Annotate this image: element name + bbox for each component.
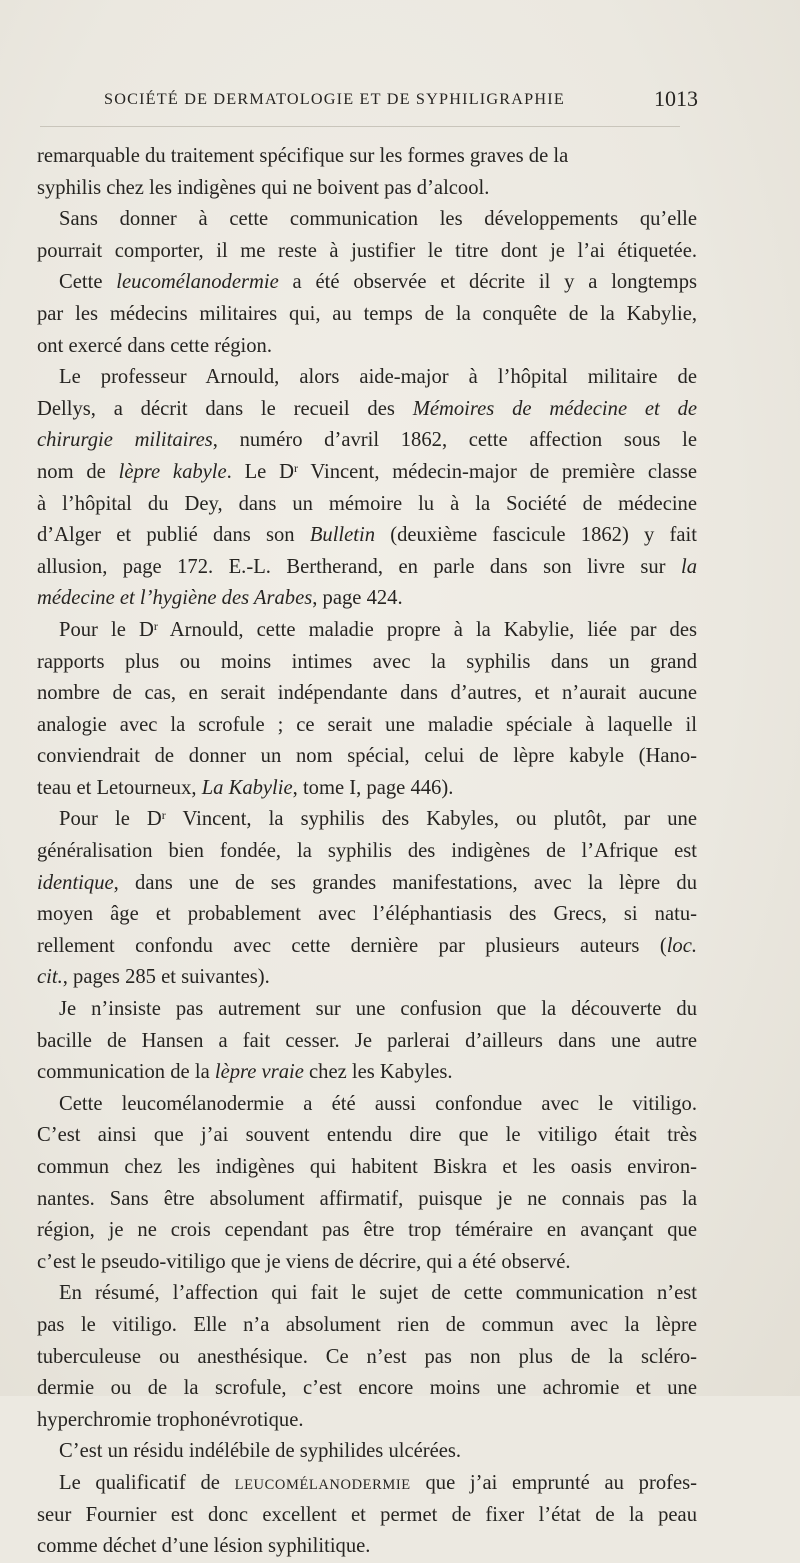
text-line	[37, 678, 697, 710]
text-segment: a été observée et décrite il y a longtemps	[278, 271, 698, 294]
text-segment: remarquable du traitement spécifique sur les formes graves de la	[37, 145, 569, 167]
text-line	[37, 994, 697, 1026]
text-segment: commun chez les indigènes qui habitent Biskra et les oasis environ-	[37, 1156, 697, 1178]
text-line	[37, 836, 697, 868]
text-segment: que j’ai emprunté au profes-	[410, 1471, 697, 1494]
text-line	[37, 552, 697, 584]
italic-text: leucomélanodermie	[116, 271, 279, 294]
text-segment: teau et Letourneux,	[37, 776, 202, 799]
text-segment: Cette	[59, 271, 117, 294]
italic-text: Bulletin	[309, 524, 376, 547]
text-segment: Arnould, cette maladie propre à la Kabylie, liée par des	[157, 618, 697, 641]
text-line	[37, 1057, 697, 1089]
text-segment: , numéro d’avril 1862, cette affection sous le	[212, 429, 697, 452]
text-line	[37, 1152, 697, 1184]
text-segment: comme déchet d’une lésion syphilitique.	[37, 1535, 371, 1558]
text-line	[37, 1247, 697, 1279]
italic-text: lèpre kabyle	[118, 460, 227, 483]
text-segment: C’est un résidu indélébile de syphilides ulcérées.	[59, 1440, 462, 1463]
superscript: r	[161, 808, 166, 823]
italic-text: La Kabylie	[201, 776, 293, 799]
text-line	[37, 457, 697, 489]
header-rule	[40, 126, 680, 127]
text-segment: Vincent, médecin-major de première classe	[297, 460, 697, 483]
text-segment: Le professeur Arnould, alors aide-major à l’hôpital militaire de	[59, 366, 697, 389]
text-line	[37, 1373, 697, 1405]
text-line	[37, 1531, 697, 1563]
text-segment: communication de la	[37, 1061, 215, 1084]
text-line	[37, 489, 697, 521]
superscript: r	[293, 460, 298, 475]
text-segment: Cette leucomélanodermie a été aussi confondue avec le vitiligo.	[59, 1092, 697, 1115]
italic-text: identique	[37, 871, 114, 894]
text-segment: Le qualificatif de	[59, 1471, 235, 1494]
text-line	[37, 931, 697, 963]
text-line	[37, 1310, 697, 1342]
italic-text: la	[680, 555, 697, 578]
small-caps-text: LEUCOMÉLANODERMIE	[234, 1476, 411, 1493]
text-line	[37, 710, 697, 742]
text-segment: chez les Kabyles.	[303, 1061, 453, 1084]
superscript: r	[153, 618, 158, 633]
text-segment: nantes. Sans être absolument affirmatif, puisque je ne connais pas la	[37, 1187, 697, 1210]
italic-text: loc.	[666, 934, 697, 957]
text-segment: Je n’insiste pas autrement sur une confusion que la découverte du	[59, 998, 697, 1021]
text-line	[37, 804, 697, 836]
text-segment: ont exercé dans cette région.	[37, 334, 272, 357]
italic-text: médecine et l’hygiène des Arabes	[37, 587, 313, 610]
text-line	[37, 1278, 697, 1310]
text-line	[37, 741, 697, 773]
text-line	[37, 331, 697, 363]
text-line	[37, 267, 697, 299]
body-text	[37, 141, 697, 1563]
text-line	[37, 1405, 697, 1437]
text-segment: , pages 285 et suivantes).	[62, 966, 270, 989]
text-line	[37, 236, 697, 268]
text-segment: généralisation bien fondée, la syphilis des indigènes de l’Afrique est	[37, 840, 697, 863]
text-segment: à l’hôpital du Dey, dans un mémoire lu à la Société de médecine	[37, 492, 697, 515]
text-line	[37, 141, 697, 173]
text-segment: Pour le D	[59, 618, 154, 641]
text-line	[37, 1184, 697, 1216]
text-line	[37, 1026, 697, 1058]
text-segment: d’Alger et publié dans son	[37, 524, 310, 547]
text-segment: , page 424.	[312, 587, 403, 610]
text-segment: nombre de cas, en serait indépendante dans d’autres, et n’aurait aucune	[37, 682, 697, 705]
italic-text: lèpre vraie	[214, 1061, 304, 1084]
text-segment: C’est ainsi que j’ai souvent entendu dire que le vitiligo était très	[37, 1124, 697, 1147]
text-segment: rapports plus ou moins intimes avec la syphilis dans un grand	[37, 650, 697, 673]
italic-text: cit.	[37, 966, 63, 989]
text-segment: conviendrait de donner un nom spécial, celui de lèpre kabyle (Hano-	[37, 745, 697, 768]
text-line	[37, 615, 697, 647]
text-segment: syphilis chez les indigènes qui ne boivent pas d’alcool.	[37, 176, 490, 199]
text-segment: analogie avec la scrofule ; ce serait une maladie spéciale à laquelle il	[37, 713, 697, 736]
text-line	[37, 1120, 697, 1152]
text-line	[37, 583, 697, 615]
text-line	[37, 425, 697, 457]
text-line	[37, 1342, 697, 1374]
text-segment: moyen âge et probablement avec l’éléphantiasis des Grecs, si natu-	[37, 903, 697, 926]
text-line	[37, 520, 697, 552]
text-segment: En résumé, l’affection qui fait le sujet de cette communication n’est	[59, 1282, 697, 1305]
text-segment: pourrait comporter, il me reste à justifier le titre dont je l’ai étiquetée.	[37, 239, 697, 262]
page-number: 1013	[654, 86, 698, 111]
text-segment: , dans une de ses grandes manifestations, avec la lèpre du	[113, 871, 697, 894]
text-line	[37, 868, 697, 900]
text-line	[37, 1215, 697, 1247]
text-segment: bacille de Hansen a fait cesser. Je parlerai d’ailleurs dans une autre	[37, 1029, 697, 1052]
text-line	[37, 1500, 697, 1532]
text-segment: . Le D	[226, 460, 294, 483]
text-segment: pas le vitiligo. Elle n’a absolument rien de commun avec la lèpre	[37, 1313, 697, 1336]
text-segment: allusion, page 172. E.-L. Bertherand, en parle dans son livre sur	[37, 555, 681, 578]
text-segment: nom de	[37, 460, 119, 483]
text-line	[37, 299, 697, 331]
italic-text: Mémoires de médecine et de	[412, 397, 698, 420]
text-line	[37, 394, 697, 426]
text-segment: dermie ou de la scrofule, c’est encore moins une achromie et une	[37, 1377, 697, 1400]
text-line	[37, 899, 697, 931]
text-line	[37, 204, 697, 236]
text-segment: c’est le pseudo-vitiligo que je viens de décrire, qui a été observé.	[37, 1250, 571, 1273]
text-line	[37, 647, 697, 679]
italic-text: chirurgie militaires	[37, 429, 213, 452]
text-line	[37, 773, 697, 805]
text-line	[37, 962, 697, 994]
page-header	[104, 86, 698, 116]
text-segment: seur Fournier est donc excellent et permet de fixer l’état de la peau	[37, 1503, 697, 1526]
text-segment: tuberculeuse ou anesthésique. Ce n’est pas non plus de la scléro-	[37, 1345, 697, 1368]
text-segment: hyperchromie trophonévrotique.	[37, 1408, 304, 1431]
text-line	[37, 362, 697, 394]
text-segment: rellement confondu avec cette dernière par plusieurs auteurs (	[37, 934, 667, 957]
text-segment: Vincent, la syphilis des Kabyles, ou plutôt, par une	[165, 808, 697, 831]
text-segment: (deuxième fascicule 1862) y fait	[375, 524, 697, 547]
text-line	[37, 173, 697, 205]
text-segment: Sans donner à cette communication les développements qu’elle	[59, 208, 697, 231]
text-segment: région, je ne crois cependant pas être trop téméraire en avançant que	[37, 1219, 697, 1242]
text-segment: Dellys, a décrit dans le recueil des	[37, 397, 413, 420]
running-head: SOCIÉTÉ DE DERMATOLOGIE ET DE SYPHILIGRAPHIE	[104, 90, 565, 108]
text-segment: par les médecins militaires qui, au temps de la conquête de la Kabylie,	[37, 302, 697, 325]
text-segment: Pour le D	[59, 808, 162, 831]
text-segment: , tome I, page 446).	[292, 776, 454, 799]
text-line	[37, 1089, 697, 1121]
text-line	[37, 1436, 697, 1468]
text-line	[37, 1468, 697, 1500]
